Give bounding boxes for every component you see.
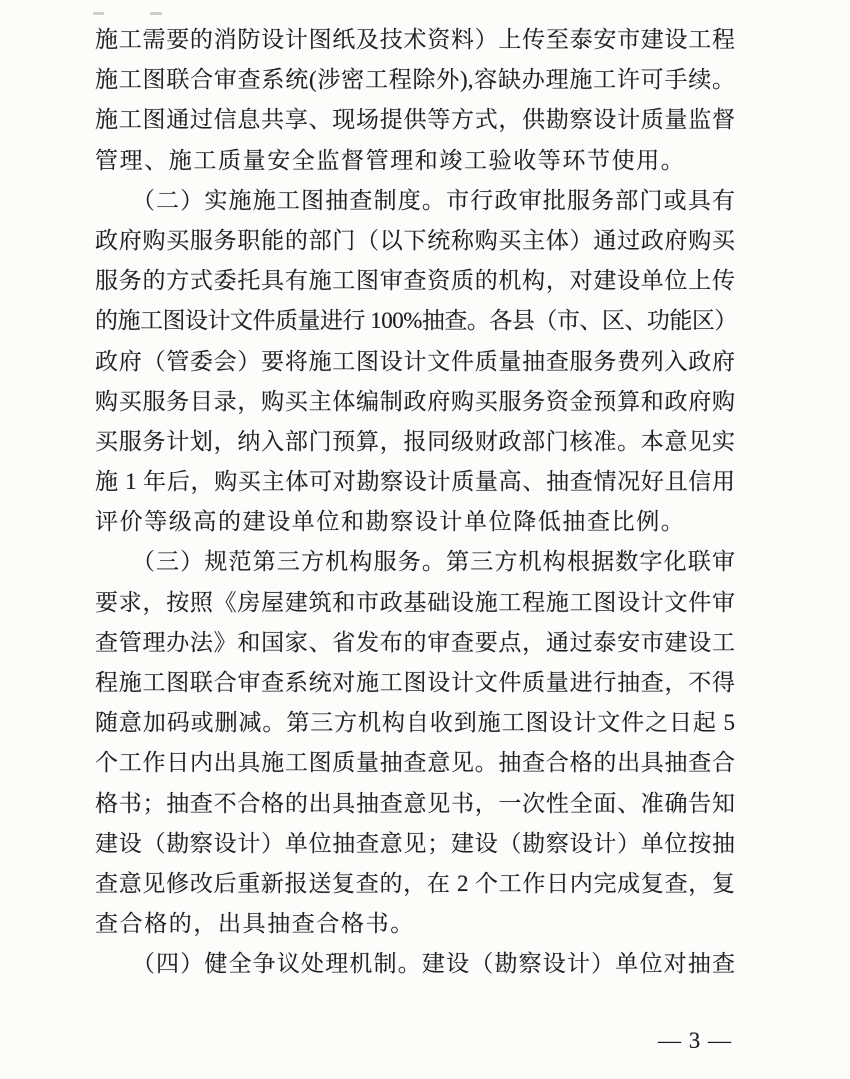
text-line: 政府购买服务职能的部门（以下统称购买主体）通过政府购买 (95, 227, 735, 253)
text-line: 服务的方式委托具有施工图审查资质的机构，对建设单位上传 (95, 268, 735, 294)
text-line: 的施工图设计文件质量进行 100%抽查。各县（市、区、功能区） (95, 308, 737, 334)
text-line: 政府（管委会）要将施工图设计文件质量抽查服务费列入政府 (95, 348, 735, 374)
text-line: 格书；抽查不合格的出具抽查意见书，一次性全面、准确告知 (95, 790, 735, 816)
text-line: 个工作日内出具施工图质量抽查意见。抽查合格的出具抽查合 (95, 750, 735, 776)
page-number: — 3 — (658, 1028, 732, 1053)
text-line: 管理、施工质量安全监督管理和竣工验收等环节使用。 (95, 147, 686, 173)
text-line: 随意加码或删减。第三方机构自收到施工图设计文件之日起 5 (95, 710, 735, 736)
text-line: 买服务计划，纳入部门预算，报同级财政部门核准。本意见实 (95, 428, 735, 454)
text-line: 查合格的，出具抽查合格书。 (95, 911, 415, 937)
text-line: 要求，按照《房屋建筑和市政基础设施工程施工图设计文件审 (95, 589, 735, 615)
text-line: （二）实施施工图抽查制度。市行政审批服务部门或具有 (95, 187, 735, 213)
text-line: 购买服务目录，购买主体编制政府购买服务资金预算和政府购 (95, 388, 735, 414)
text-line: 查意见修改后重新报送复查的，在 2 个工作日内完成复查，复 (95, 870, 735, 896)
text-line: 施 1 年后，购买主体可对勘察设计质量高、抽查情况好且信用 (95, 469, 735, 495)
text-line: 查管理办法》和国家、省发布的审查要点，通过泰安市建设工 (95, 629, 735, 655)
text-line: 评价等级高的建设单位和勘察设计单位降低抽查比例。 (95, 509, 686, 535)
scan-artifact (150, 12, 162, 15)
text-line: 建设（勘察设计）单位抽查意见；建设（勘察设计）单位按抽 (95, 830, 735, 856)
scan-artifact (93, 12, 104, 15)
text-line: （三）规范第三方机构服务。第三方机构根据数字化联审 (95, 549, 735, 575)
text-line: 程施工图联合审查系统对施工图设计文件质量进行抽查，不得 (95, 670, 735, 695)
document-text (95, 20, 735, 985)
text-line: 施工图通过信息共享、现场提供等方式，供勘察设计质量监督 (95, 107, 735, 133)
text-line: 施工需要的消防设计图纸及技术资料）上传至泰安市建设工程 (95, 27, 735, 52)
text-line: （四）健全争议处理机制。建设（勘察设计）单位对抽查 (95, 951, 735, 977)
text-line: 施工图联合审查系统(涉密工程除外),容缺办理施工许可手续。 (95, 67, 735, 93)
